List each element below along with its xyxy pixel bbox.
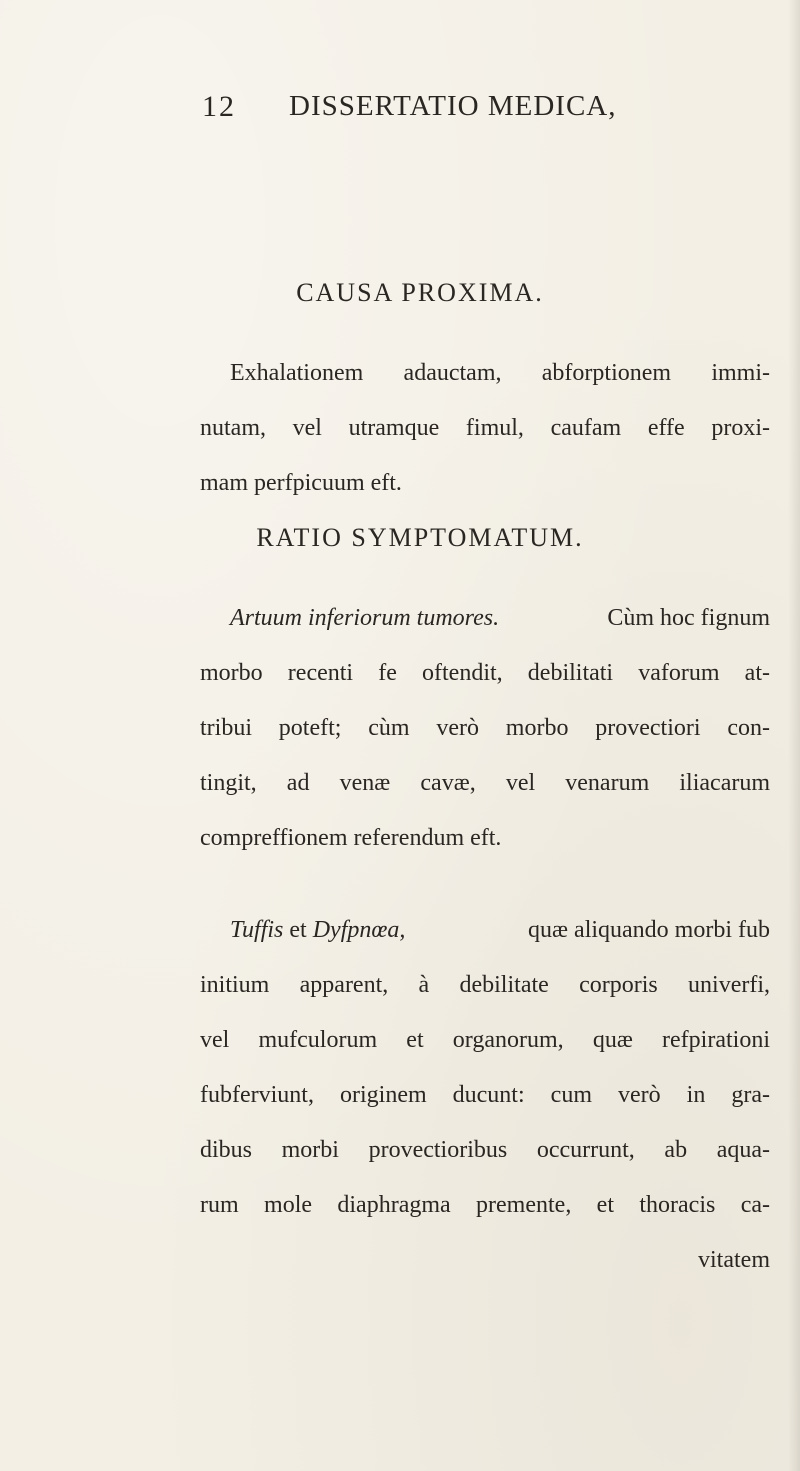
text-line: nutam, vel utramque fimul, caufam effe proxi- — [200, 415, 770, 441]
text-line: rum mole diaphragma premente, et thoracis ca- — [200, 1192, 770, 1218]
text-line: morbo recenti fe oftendit, debilitati vaforum at- — [200, 660, 770, 686]
text-line: dibus morbi provectioribus occurrunt, ab aqua- — [200, 1137, 770, 1163]
text-line — [230, 605, 770, 632]
text-line: tribui poteft; cùm verò morbo provectiori con- — [200, 715, 770, 741]
text-line: mam perfpicuum eft. — [200, 470, 402, 496]
italic-lead: Dyfpnœa, — [312, 917, 406, 943]
section-heading-ratio-symptomatum: RATIO SYMPTOMATUM. — [256, 523, 584, 552]
section-heading-causa-proxima: CAUSA PROXIMA. — [296, 278, 544, 307]
running-head — [0, 90, 800, 130]
text-line — [230, 917, 770, 944]
italic-lead: Artuum inferiorum tumores. — [230, 605, 500, 631]
text-line: tingit, ad venæ cavæ, vel venarum iliacarum — [200, 770, 770, 796]
text-fragment: et — [289, 917, 307, 943]
catchword: vitatem — [698, 1247, 770, 1273]
page-number: 12 — [202, 90, 236, 123]
text-line: vel mufculorum et organorum, quæ refpirationi — [200, 1027, 770, 1053]
running-title: DISSERTATIO MEDICA, — [289, 90, 617, 122]
page-edge-shadow — [788, 0, 800, 1471]
text-fragment: Cùm hoc fignum — [607, 605, 770, 631]
text-line: fubferviunt, originem ducunt: cum verò in gra- — [200, 1082, 770, 1108]
text-line: Exhalationem adauctam, abforptionem immi- — [230, 360, 770, 386]
italic-lead: Tuffis — [230, 917, 284, 943]
text-line: initium apparent, à debilitate corporis univerfi, — [200, 972, 770, 998]
text-line: compreffionem referendum eft. — [200, 825, 502, 851]
text-fragment: quæ aliquando morbi fub — [528, 917, 770, 943]
